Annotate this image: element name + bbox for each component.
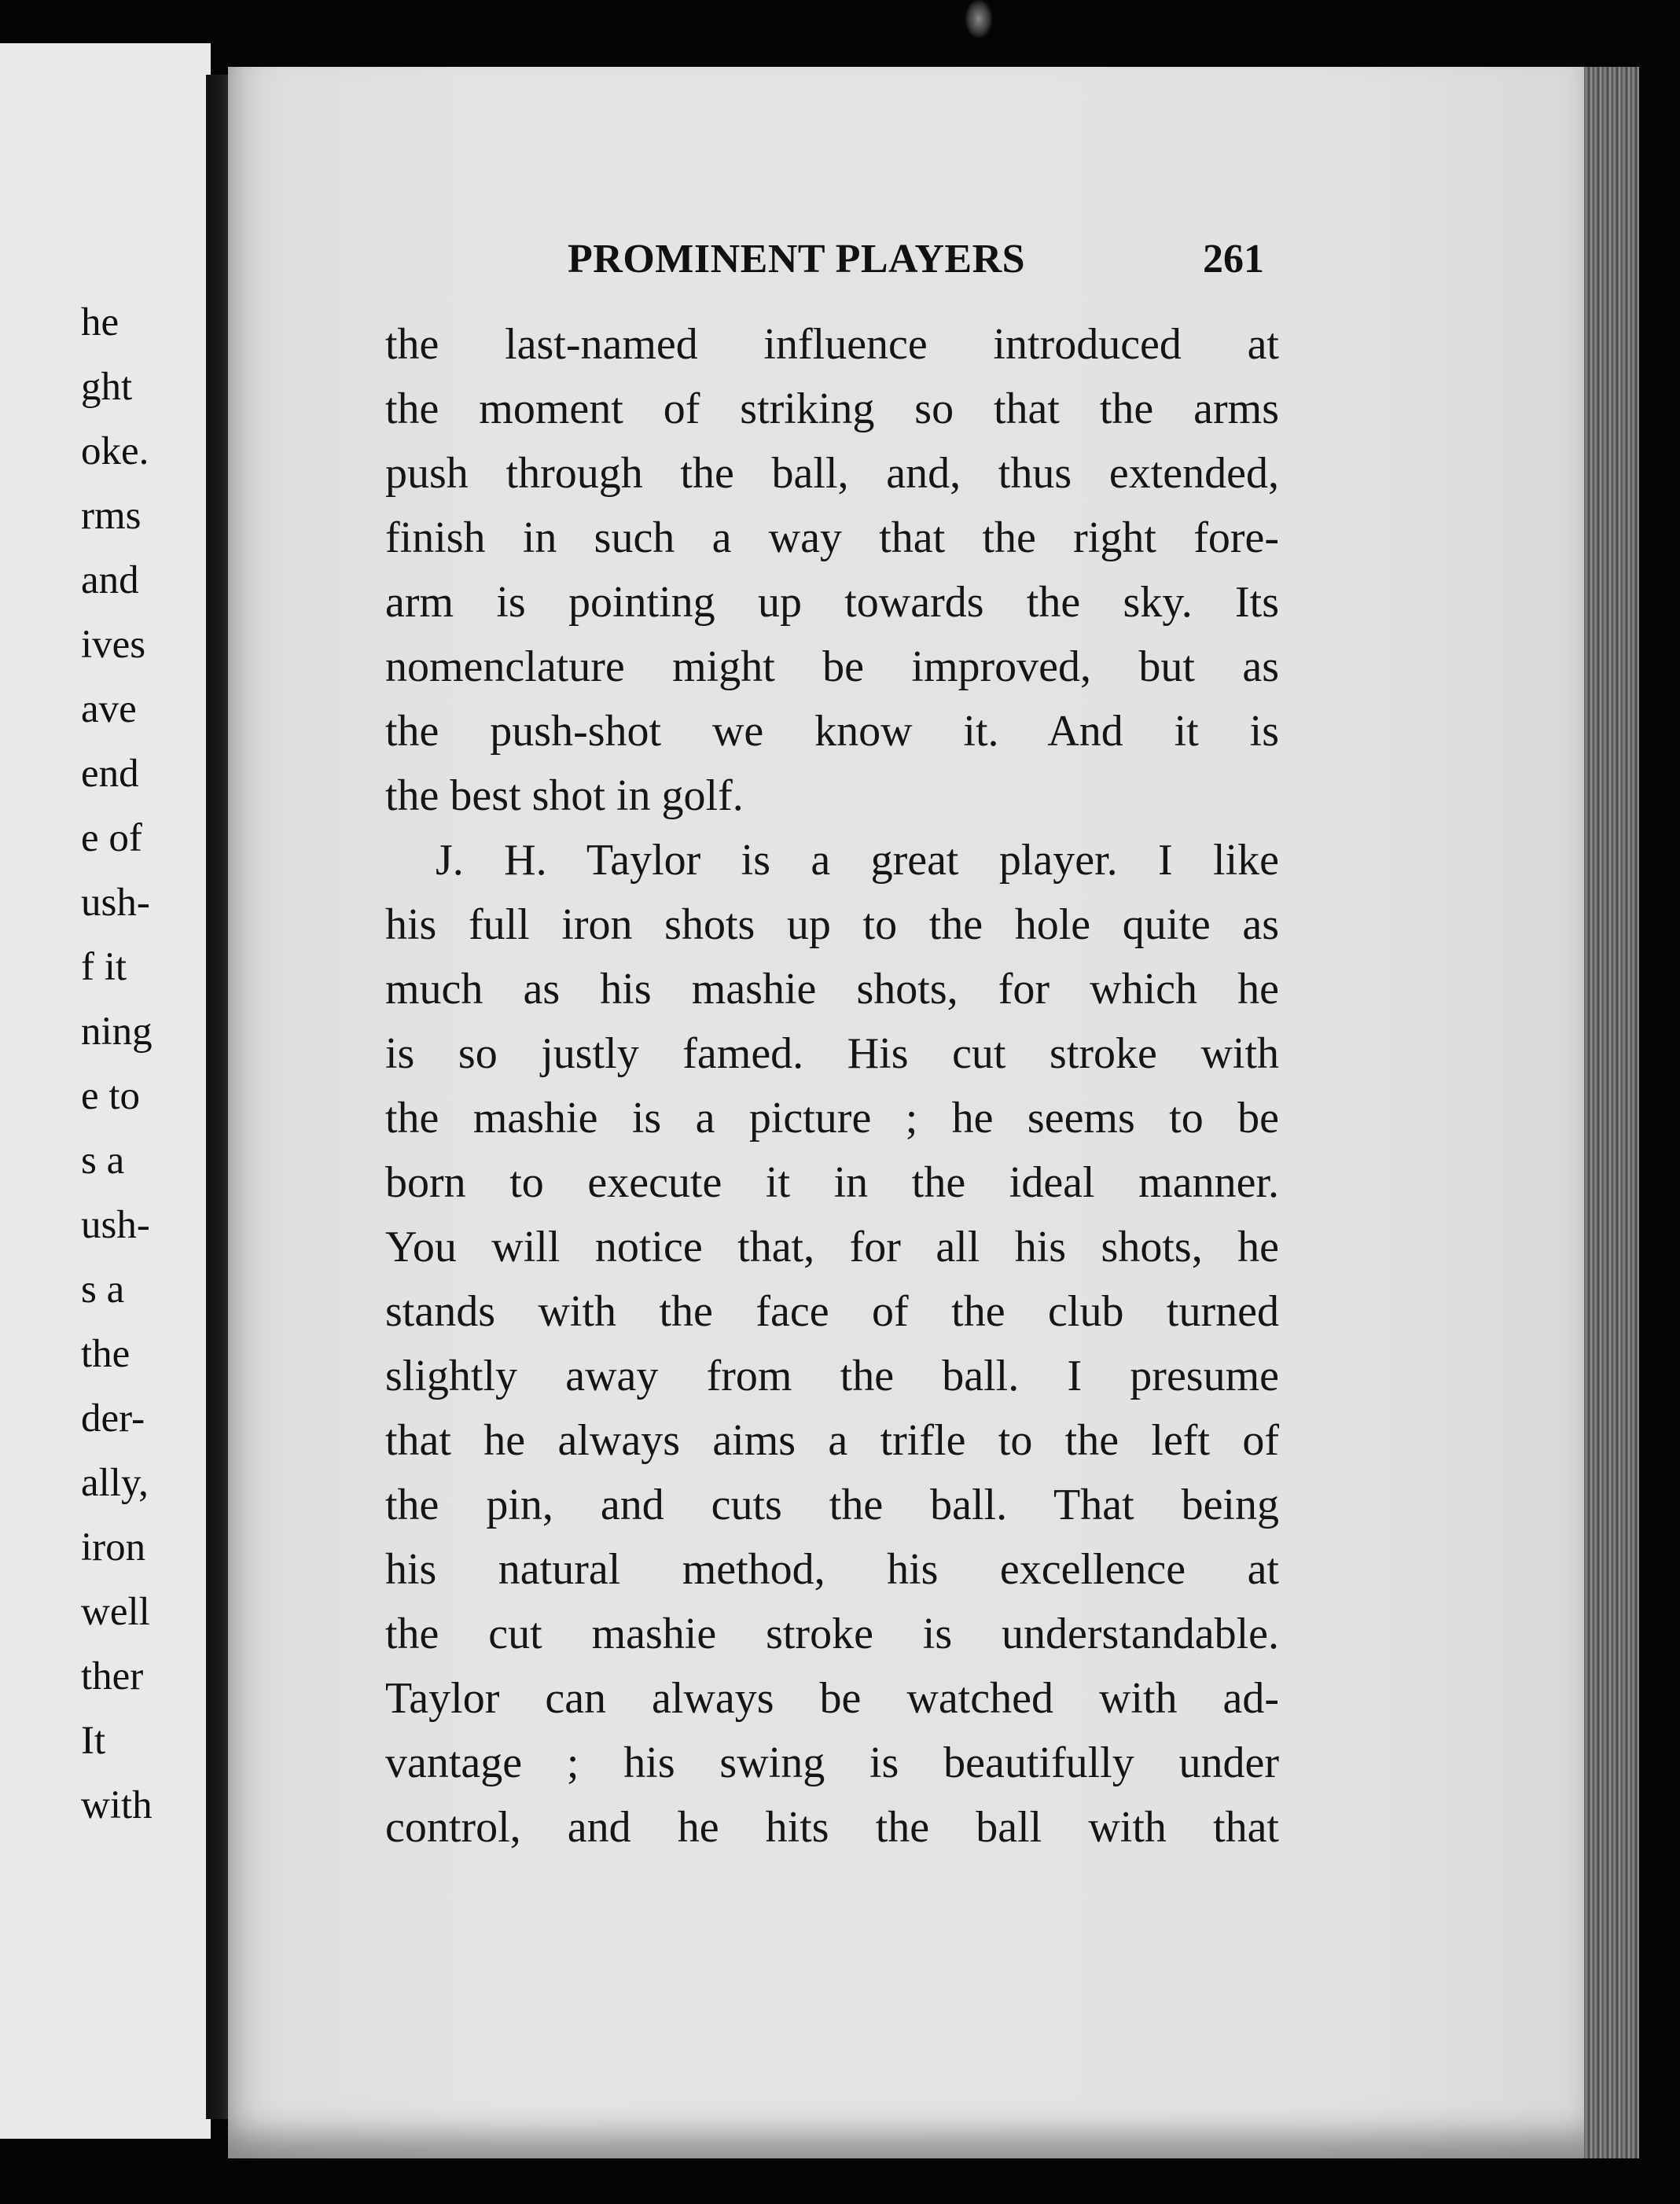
facing-page: [0, 43, 211, 2139]
facing-page-line: iron: [81, 1525, 146, 1569]
book-gutter: [206, 75, 230, 2119]
facing-page-line: ave: [81, 687, 137, 731]
text-line: finish in such a way that the right fore-: [385, 513, 1279, 562]
text-line: the best shot in golf.: [385, 771, 744, 820]
text-line: stands with the face of the club turned: [385, 1287, 1279, 1336]
facing-page-line: s a: [81, 1139, 125, 1183]
facing-page-line: end: [81, 752, 139, 796]
text-line: You will notice that, for all his shots, he: [385, 1223, 1279, 1271]
text-line: vantage ; his swing is beautifully under: [385, 1739, 1279, 1787]
text-line: J. H. Taylor is a great player. I like: [436, 836, 1279, 885]
text-line: that he always aims a trifle to the left of: [385, 1416, 1279, 1465]
facing-page-line: It: [81, 1719, 106, 1763]
facing-page-line: rms: [81, 494, 142, 538]
facing-page-line: f it: [81, 945, 127, 989]
text-line: arm is pointing up towards the sky. Its: [385, 578, 1279, 627]
text-line: much as his mashie shots, for which he: [385, 965, 1279, 1014]
facing-page-line: ush-: [81, 881, 150, 925]
facing-page-line: with: [81, 1783, 153, 1827]
facing-page-line: ush-: [81, 1203, 150, 1247]
text-line: the last-named influence introduced at: [385, 320, 1279, 369]
text-line: is so justly famed. His cut stroke with: [385, 1029, 1279, 1078]
scan-smudge: [965, 0, 992, 38]
facing-page-line: and: [81, 558, 139, 602]
text-line: his natural method, his excellence at: [385, 1545, 1279, 1594]
facing-page-line: der-: [81, 1396, 145, 1441]
facing-page-line: ives: [81, 623, 146, 667]
text-line: born to execute it in the ideal manner.: [385, 1158, 1279, 1207]
text-line: the pin, and cuts the ball. That being: [385, 1481, 1279, 1529]
facing-page-line: s a: [81, 1268, 125, 1312]
text-line: Taylor can always be watched with ad-: [385, 1674, 1279, 1723]
text-line: the cut mashie stroke is understandable.: [385, 1610, 1279, 1658]
text-line: push through the ball, and, thus extended,: [385, 449, 1279, 498]
facing-page-line: he: [81, 300, 119, 344]
facing-page-line: ning: [81, 1010, 153, 1054]
text-line: the moment of striking so that the arms: [385, 385, 1279, 433]
facing-page-line: ght: [81, 365, 133, 409]
page-number: 261: [1203, 237, 1264, 281]
facing-page-line: e to: [81, 1074, 141, 1118]
text-line: the mashie is a picture ; he seems to be: [385, 1094, 1279, 1142]
text-line: nomenclature might be improved, but as: [385, 642, 1279, 691]
page-edges: [1584, 67, 1639, 2158]
facing-page-line: e of: [81, 816, 142, 860]
facing-page-line: well: [81, 1590, 150, 1634]
facing-page-line: ther: [81, 1654, 144, 1698]
text-line: control, and he hits the ball with that: [385, 1803, 1279, 1852]
facing-page-line: ally,: [81, 1461, 149, 1505]
text-line: his full iron shots up to the hole quite as: [385, 900, 1279, 949]
facing-page-line: oke.: [81, 429, 149, 473]
text-line: slightly away from the ball. I presume: [385, 1352, 1279, 1400]
text-line: the push-shot we know it. And it is: [385, 707, 1279, 756]
facing-page-line: the: [81, 1332, 131, 1376]
running-head: PROMINENT PLAYERS: [568, 237, 1026, 281]
